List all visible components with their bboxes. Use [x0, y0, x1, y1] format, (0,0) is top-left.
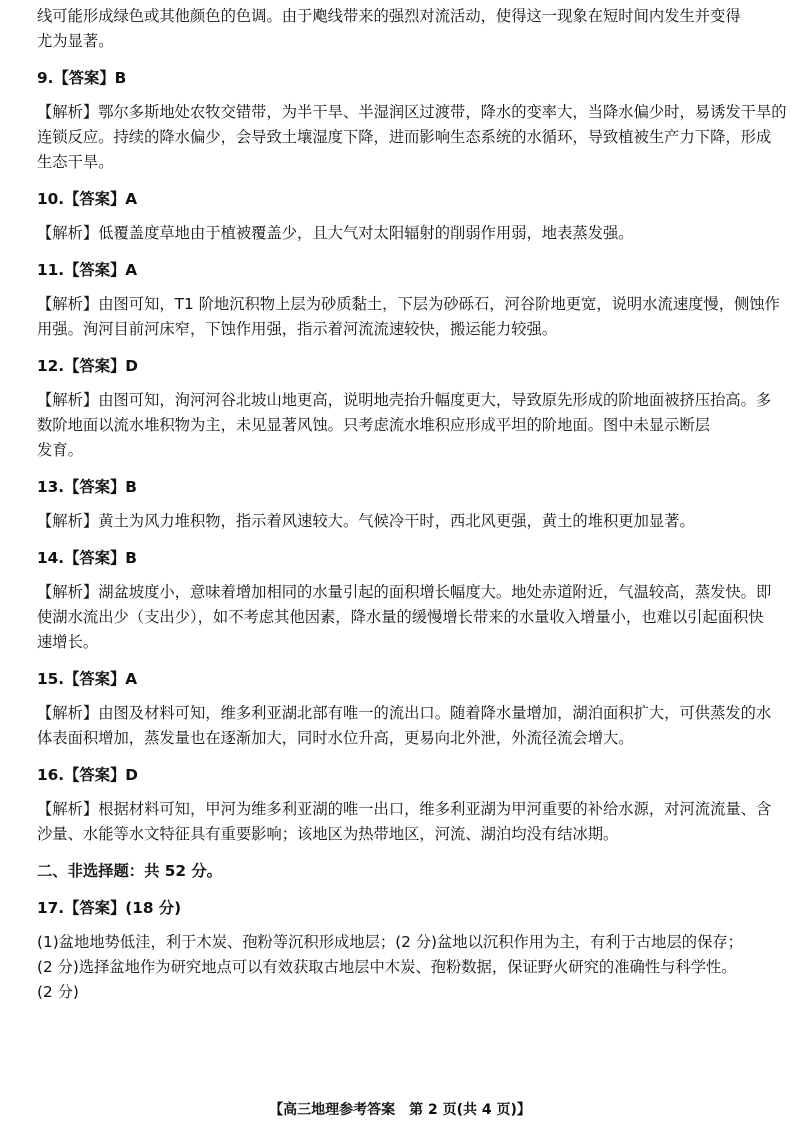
answer-heading: 12.【答案】D [37, 357, 138, 375]
answer-line: (2 分)选择盆地作为研究地点可以有效获取古地层中木炭、孢粉数据，保证野火研究的准确性与科学性。 [37, 958, 737, 976]
analysis-line: 【解析】由图可知，T1 阶地沉积物上层为砂质黏土，下层为砂砾石，河谷阶地更宽，说明水流速度慢，侧蚀作 [37, 295, 780, 313]
answer-item-17 [37, 896, 772, 1005]
analysis-line: 【解析】由图可知，洵河河谷北坡山地更高，说明地壳抬升幅度更大，导致原先形成的阶地面被挤压抬高。多 [37, 391, 772, 409]
answer-item-15 [37, 667, 772, 751]
analysis-line: 【解析】黄土为风力堆积物，指示着风速较大。气候冷干时，西北风更强，黄土的堆积更加显著。 [37, 512, 695, 530]
analysis-line: 【解析】低覆盖度草地由于植被覆盖少，且大气对太阳辐射的削弱作用弱，地表蒸发强。 [37, 224, 634, 242]
answer-item-9 [37, 66, 787, 175]
analysis-line: 生态干旱。 [37, 153, 114, 171]
answer-item-14 [37, 546, 772, 655]
answer-item-12 [37, 354, 772, 463]
analysis-line: 发育。 [37, 441, 83, 459]
analysis-line: 【解析】由图及材料可知，维多利亚湖北部有唯一的流出口。随着降水量增加，湖泊面积扩大，可供蒸发的水 [37, 704, 772, 722]
answer-heading: 14.【答案】B [37, 549, 137, 567]
analysis-line: 数阶地面以流水堆积物为主，未见显著风蚀。只考虑流水堆积应形成平坦的阶地面。图中未显示断层 [37, 416, 711, 434]
answer-heading: 17.【答案】(18 分) [37, 899, 182, 917]
answer-heading: 10.【答案】A [37, 190, 138, 208]
analysis-line: 【解析】湖盆坡度小，意味着增加相同的水量引起的面积增长幅度大。地处赤道附近，气温较高，蒸发快。即 [37, 583, 772, 601]
answer-line: (2 分) [37, 983, 79, 1001]
section-two-title: 二、非选择题：共 52 分。 [37, 862, 222, 880]
section-heading [37, 859, 772, 884]
page-footer: 【高三地理参考答案 第 2 页(共 4 页)】 [269, 1102, 531, 1118]
analysis-line: 【解析】鄂尔多斯地处农牧交错带，为半干旱、半湿润区过渡带，降水的变率大，当降水偏少时，易诱发干旱的 [37, 103, 787, 121]
answer-item-10 [37, 187, 772, 246]
paragraph-line: 线可能形成绿色或其他颜色的色调。由于飑线带来的强烈对流活动，使得这一现象在短时间内发生并变得 [37, 7, 741, 25]
answer-heading: 9.【答案】B [37, 69, 127, 87]
answer-heading: 11.【答案】A [37, 261, 138, 279]
analysis-line: 连锁反应。持续的降水偏少，会导致土壤湿度下降，进而影响生态系统的水循环，导致植被生产力下降，形成 [37, 128, 772, 146]
answer-heading: 15.【答案】A [37, 670, 138, 688]
answer-heading: 16.【答案】D [37, 766, 138, 784]
answer-item-16 [37, 763, 772, 847]
answer-line: (1)盆地地势低洼，利于木炭、孢粉等沉积形成地层；(2 分)盆地以沉积作用为主，有利于古地层的保存； [37, 933, 743, 951]
answer-item-11 [37, 258, 780, 342]
analysis-line: 使湖水流出少（支出少），如不考虑其他因素，降水量的缓慢增长带来的水量收入增量小，也难以引起面积快 [37, 608, 764, 626]
analysis-line: 体表面积增加，蒸发量也在逐渐加大，同时水位升高，更易向北外泄，外流径流会增大。 [37, 729, 634, 747]
page-content [37, 4, 787, 1017]
analysis-line: 速增长。 [37, 633, 99, 651]
paragraph-line: 尤为显著。 [37, 32, 114, 50]
analysis-line: 沙量、水能等水文特征具有重要影响；该地区为热带地区，河流、湖泊均没有结冰期。 [37, 825, 619, 843]
answer-item-13 [37, 475, 772, 534]
intro-paragraph [37, 4, 772, 54]
answer-heading: 13.【答案】B [37, 478, 137, 496]
analysis-line: 【解析】根据材料可知，甲河为维多利亚湖的唯一出口，维多利亚湖为甲河重要的补给水源，对河流流量、含 [37, 800, 772, 818]
analysis-line: 用强。洵河目前河床窄，下蚀作用强，指示着河流流速较快，搬运能力较强。 [37, 320, 558, 338]
